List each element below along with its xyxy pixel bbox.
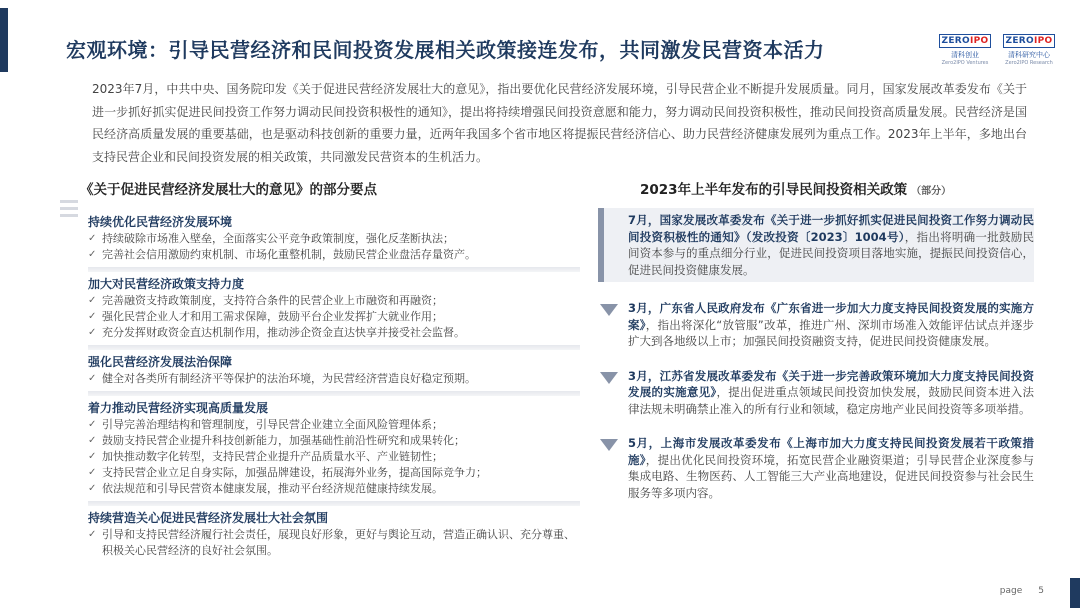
point-item: ✓ 鼓励支持民营企业提升科技创新能力，加强基础性前沿性研究和成果转化； [88,433,580,449]
policy-text [628,368,1034,418]
point-item: ✓ 加快推动数字化转型，支持民营企业提升产品质量水平、产业链韧性； [88,449,580,465]
zero2ipo-research-logo [1002,34,1056,64]
right-title-note: （部分） [911,186,952,197]
policy-item [598,368,1034,418]
policy-body: ，提出优化民间投资环境，拓宽民营企业融资渠道；引导民营企业深度参与集成电路、生物医药、人工智能三大产业高地建设，促进民间投资参与社会民生服务等多项内容。 [628,452,1034,500]
point-group-title: 强化民营经济发展法治保障 [88,355,233,369]
group-divider [88,267,580,272]
point-group-title: 持续营造关心促进民营经济发展壮大社会氛围 [88,511,329,525]
logo-cn: 清科创业 [951,51,979,59]
triangle-marker-icon [600,439,618,451]
policy-list [598,208,1034,519]
policy-head: 7月，国家发展改革委发布《关于进一步抓好抓实促进民间投资工作努力调动民间投资积极性的通知》（发改投资〔2023〕1004号） [628,213,1034,244]
group-divider [88,345,580,350]
policy-head: 5月，上海市发展改革委发布《上海市加大力度支持民间投资发展若干政策措施》 [628,436,1034,467]
policy-body: ，提出促进重点领域民间投资加快发展，鼓励民间资本进入法律法规未明确禁止准入的所有行业和领域，稳定房地产业民间投资等多项举措。 [628,385,1035,416]
page-label: page [999,586,1023,596]
logo-group [938,34,1056,64]
logo-mark: ZEROIPO [1003,34,1056,48]
intro-paragraph: 2023年7月，中共中央、国务院印发《关于促进民营经济发展壮大的意见》，指出要优化民营经济发展环境，引导民营企业不断提升发展质量。同月，国家发展改革委发布《关于进一步抓好抓实促进民间投资工作努力调动民间投资积极性的通知》，提出将持续增强民间投资意愿和能力，努力调动民间投资积极性，推动民间投资高质量发展。民营经济是国民经济高质量发展的重要基础，也是驱动科技创新的重要力量，近两年我国多个省市地区将提振民营经济信心、助力民营经济健康发展列为重点工作。2023年上半年，多地出台支持民营企业和民间投资发展的相关政策，共同激发民营资本的生机活力。 [92,82,1027,164]
point-item: ✓ 依法规范和引导民营资本健康发展，推动平台经济规范健康持续发展。 [88,481,580,497]
point-group [88,276,580,341]
point-group [88,510,580,559]
policy-item [598,300,1034,350]
zero2ipo-ventures-logo [938,34,992,64]
footer-accent-bar [1070,578,1080,608]
point-item: ✓ 持续破除市场准入壁垒，全面落实公平竞争政策制度，强化反垄断执法； [88,231,580,247]
point-group-title: 持续优化民营经济发展环境 [88,215,233,229]
logo-en: Zero2IPO Ventures [941,60,989,66]
page-value: 5 [1038,586,1044,596]
policy-head: 3月，江苏省发展改革委发布《关于进一步完善政策环境加大力度支持民间投资发展的实施意见》 [628,368,1034,399]
left-section-title: 《关于促进民营经济发展壮大的意见》的部分要点 [80,182,377,198]
page-number [984,586,1044,596]
policy-item [598,435,1034,501]
point-group-title: 加大对民营经济政策支持力度 [88,277,245,291]
logo-mark: ZEROIPO [939,34,992,48]
point-item: ✓ 完善融资支持政策制度，支持符合条件的民营企业上市融资和再融资； [88,293,580,309]
logo-en: Zero2IPO Research [1005,60,1053,66]
policy-head: 3月，广东省人民政府发布《广东省进一步加大力度支持民间投资发展的实施方案》 [628,301,1034,332]
policy-body: ，指出将深化“放管服”改革，推进广州、深圳市场准入效能评估试点并逐步扩大到各地级以上市；加强民间投资融资支持，促进民间投资健康发展。 [628,317,1035,348]
policy-item [598,208,1034,282]
point-group-title: 着力推动民营经济实现高质量发展 [88,401,269,415]
point-item: ✓ 支持民营企业立足自身实际，加强品牌建设，拓展海外业务，提高国际竞争力； [88,465,580,481]
point-item: ✓ 强化民营企业人才和用工需求保障，鼓励平台企业发挥扩大就业作用； [88,309,580,325]
point-group [88,400,580,497]
policy-marker-icon [598,208,604,282]
logo-cn: 清科研究中心 [1008,51,1050,59]
point-item: ✓ 健全对各类所有制经济平等保护的法治环境，为民营经济营造良好稳定预期。 [88,371,580,387]
policy-text [628,300,1034,350]
point-item: ✓ 引导完善治理结构和管理制度，引导民营企业建立全面风险管理体系； [88,417,580,433]
right-section-title: 2023年上半年发布的引导民间投资相关政策 （部分） [640,182,952,198]
left-accent-bar [0,8,8,72]
triangle-marker-icon [600,372,618,384]
group-divider [88,501,580,506]
opinion-key-points [88,214,580,563]
page-title: 宏观环境：引导民营经济和民间投资发展相关政策接连发布，共同激发民营资本活力 [66,38,825,62]
point-group [88,214,580,263]
policy-body: ，指出将明确一批鼓励民间资本参与的重点细分行业，促进民间投资项目落地实施，提振民间投资信心，促进民间投资健康发展。 [628,229,1035,277]
policy-text [628,212,1034,278]
decorative-lines [60,200,78,221]
triangle-marker-icon [600,304,618,316]
point-item: ✓ 引导和支持民营经济履行社会责任，展现良好形象，更好与舆论互动，营造正确认识、充分尊重、积极关心民营经济的良好社会氛围。 [88,527,580,559]
policy-text [628,435,1034,501]
point-item: ✓ 充分发挥财政资金直达机制作用，推动涉企资金直达快享并接受社会监督。 [88,325,580,341]
group-divider [88,391,580,396]
point-item: ✓ 完善社会信用激励约束机制、市场化重整机制，鼓励民营企业盘活存量资产。 [88,247,580,263]
point-group [88,354,580,387]
